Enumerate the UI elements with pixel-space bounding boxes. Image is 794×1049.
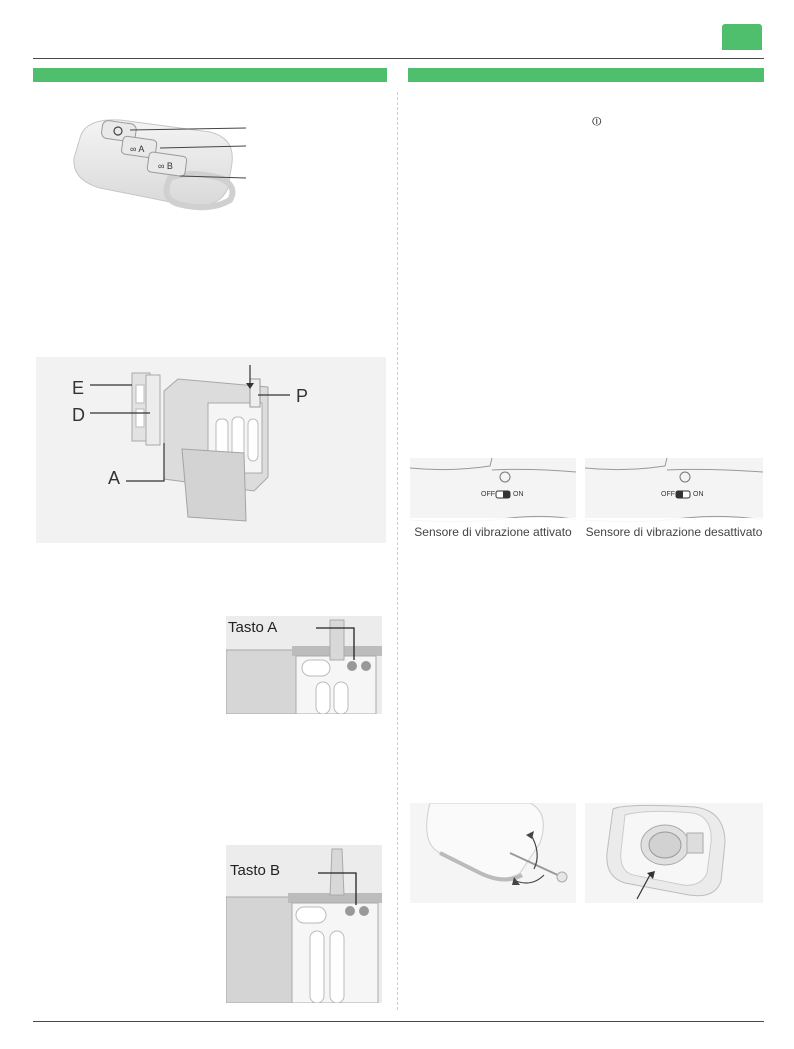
header-rule (33, 58, 764, 59)
switch-off-label: OFF (661, 491, 675, 498)
battery-coin-figure (585, 803, 763, 903)
button-a-label: Tasto A (228, 619, 278, 636)
remote-leader-lines (60, 108, 260, 198)
button-b-figure (226, 845, 382, 1003)
power-icon: ⏼ (592, 114, 602, 128)
label-a: A (108, 468, 121, 488)
svg-text:∞ A: ∞ A (130, 144, 145, 154)
switch-on-label: ON (513, 491, 524, 498)
svg-text:∞ B: ∞ B (158, 161, 173, 171)
switch-caption-off: Sensore di vibrazione desattivato (585, 518, 763, 546)
switch-caption-on: Sensore di vibrazione attivato (410, 518, 576, 546)
left-section-bar (33, 68, 387, 82)
switch-off-label: OFF (481, 491, 495, 498)
label-e: E (72, 378, 85, 398)
open-case-figure (410, 803, 576, 903)
label-d: D (72, 405, 85, 425)
label-p: P (296, 386, 309, 406)
right-section-bar (408, 68, 764, 82)
button-a-figure (226, 616, 382, 714)
switch-figure-on (410, 458, 576, 546)
footer-rule (33, 1021, 764, 1022)
switch-figure-off (585, 458, 763, 546)
column-divider (397, 92, 398, 1010)
page-tab (722, 24, 762, 50)
button-b-label: Tasto B (230, 862, 281, 879)
switch-on-label: ON (693, 491, 704, 498)
device-leader-lines (36, 357, 386, 543)
